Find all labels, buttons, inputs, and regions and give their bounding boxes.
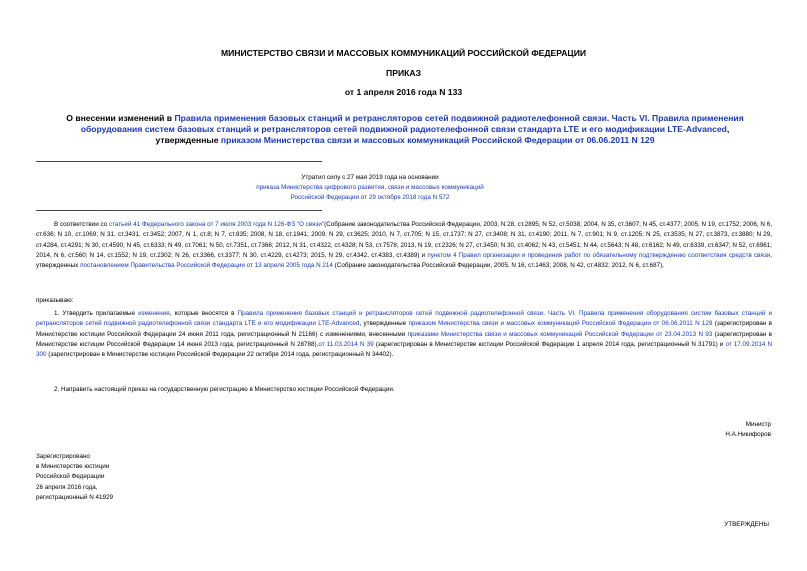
expiry-note-link-line1[interactable]: приказа Министерства цифрового развития, связи и массовых коммуникаций bbox=[256, 184, 484, 191]
title-middle: , утвержденные bbox=[155, 124, 730, 145]
registration-line: 26 апреля 2016 года, bbox=[36, 483, 98, 491]
preamble-text: (Собрание законодательства Российской Федерации, 2003, N 28, ст.2895; N 52, ст.5038; 2004, N 35, ст.3607; N 45, ст.4377; 2005, N 19, ст.1752; 2006, N 6, ст.636; N 10, ст.1069; N 31, ст.3431, ст.3452; 2007, N 1, ст.8; N 7, ст.835; 2008, N 18, ст.1941; 2009, N 29, ст.3625; 2010, N 7, ст.705; N 15, ст.1737; N 27, ст.3408; N 31, ст.4190; 2011, N 7, ст.901; N 9, ст.1205; N 25, ст.3535; N 27, ст.3873, ст.3880; N 29, ст.4284, ст.4291; N 30, ст.4590; N 45, ст.6333; N 49, ст.7061; N 50, ст.7351, ст.7366; 2012, N 31, ст.4322, ст.4328; N 53, ст.7578; 2013, N 19, ст.2326; N 27, ст.3450; N 30, ст.4062; N 43, ст.5451; N 44, ст.5643; N 48, ст.6162; N 49, ст.6339, ст.6347; N 52, ст.6961; 2014, N 6, ст.560; N 14, ст.1552; N 19, ст.2302; N 26, ст.3366, ст.3377; N 30, ст.4229, ст.4273; 2015, N 29, ст.4342, ст.4383, ст.4389) и bbox=[36, 221, 772, 259]
preamble-text: (Собрание законодательства Российской Федерации, 2005, N 16, ст.1463; 2008, N 42, ст.4832; 2012, N 6, ст.687), bbox=[332, 262, 664, 270]
preamble-link-law[interactable]: статьей 41 Федерального закона от 7 июля 2003 года N 126-ФЗ "О связи" bbox=[108, 221, 325, 228]
item1-text: 1. Утвердить прилагаемые bbox=[54, 310, 139, 317]
order-word: приказываю: bbox=[36, 297, 74, 304]
signature-name: Н.А.Никифоров bbox=[725, 431, 771, 438]
item1-text: (зарегистрирован в Министерстве юстиции Российской Федерации 24 июня 2011 года, регистрационный N 21166) с изменениями, внесенными bbox=[36, 320, 772, 338]
title-link-rules[interactable]: Правила применения базовых станций и ретрансляторов сетей подвижной радиотелефонной связи. Часть VI. Правила применения оборудования систем базовых станций и ретрансляторов сетей подвижной радиотелефонной связи стандарта LTE и его модификации LTE-Advanced bbox=[80, 113, 744, 134]
preamble-text: В соответствии со bbox=[54, 221, 109, 228]
registration-line: в Министерстве юстиции bbox=[36, 463, 110, 471]
item1-text: (зарегистрирован в Министерстве юстиции Российской Федерации 14 июня 2013 года, регистрационный N 28788), bbox=[36, 330, 772, 348]
signature-position: Министр bbox=[745, 421, 771, 428]
preamble-text: , утвержденных bbox=[36, 251, 772, 270]
registration-line: Зарегистрировано bbox=[36, 453, 90, 460]
divider-top bbox=[36, 161, 322, 162]
title-prefix: О внесении изменений в bbox=[66, 113, 175, 123]
item1-link-order-129[interactable]: приказом Министерства связи и массовых коммуникаций Российской Федерации от 06.06.2011 N 129 bbox=[408, 320, 713, 328]
preamble-paragraph bbox=[36, 220, 772, 271]
item1-link-order-93[interactable]: приказами Министерства связи и массовых коммуникаций Российской Федерации от 23.04.2013 N 93 bbox=[407, 330, 713, 338]
item1-link-order-39[interactable]: от 11.03.2014 N 39 bbox=[318, 340, 374, 348]
approved-label: УТВЕРЖДЕНЫ bbox=[724, 521, 769, 528]
title-link-order[interactable]: приказом Министерства связи и массовых коммуникаций Российской Федерации от 06.06.2011 N 129 bbox=[220, 135, 655, 145]
item1-text: (зарегистрирован в Министерстве юстиции Российской Федерации 22 октября 2014 года, регистрационный N 34402). bbox=[46, 351, 394, 359]
document-date-number: от 1 апреля 2016 года N 133 bbox=[344, 87, 463, 97]
item1-text: (зарегистрирован в Министерстве юстиции Российской Федерации 1 апреля 2014 года, регистрационный N 31791) и bbox=[373, 340, 726, 348]
order-item-1 bbox=[36, 309, 772, 360]
order-item-2: 2. Направить настоящий приказ на государственную регистрацию в Министерство юстиции Российской Федерации. bbox=[54, 386, 395, 393]
item1-text: , утвержденные bbox=[359, 320, 409, 328]
document-title bbox=[60, 113, 750, 146]
item1-link-rules[interactable]: Правила применения базовых станций и ретрансляторов сетей подвижной радиотелефонной связи. Часть VI. Правила применения оборудования систем базовых станций и ретрансляторов сетей подвижной радиотелефонной связи стандарта LTE и его модификации LTE-Advanced bbox=[36, 310, 772, 328]
item1-link-changes[interactable]: изменения bbox=[138, 310, 170, 317]
expiry-note-link-line2[interactable]: Российской Федерации от 29 октября 2018 года N 572 bbox=[290, 194, 450, 201]
preamble-link-resolution[interactable]: постановлением Правительства Российской Федерации от 13 апреля 2005 года N 214 bbox=[80, 262, 333, 270]
item1-link-order-300[interactable]: от 17.09.2014 N 300 bbox=[36, 340, 772, 359]
registration-line: регистрационный N 41929 bbox=[36, 493, 114, 501]
divider-bottom bbox=[36, 210, 322, 211]
expiry-note bbox=[220, 173, 520, 203]
registration-line: Российской Федерации bbox=[36, 473, 105, 481]
item1-text: , которые вносятся в bbox=[169, 310, 238, 317]
document-type: ПРИКАЗ bbox=[386, 68, 421, 78]
registration-block bbox=[36, 452, 113, 503]
expiry-note-text: Утратил силу с 27 мая 2019 года на основании bbox=[301, 174, 439, 181]
ministry-heading: МИНИСТЕРСТВО СВЯЗИ И МАССОВЫХ КОММУНИКАЦИЙ РОССИЙСКОЙ ФЕДЕРАЦИИ bbox=[220, 48, 587, 58]
preamble-link-rules[interactable]: пунктом 4 Правил организации и проведения работ по обязательному подтверждению соответствия средств связи bbox=[427, 251, 771, 259]
